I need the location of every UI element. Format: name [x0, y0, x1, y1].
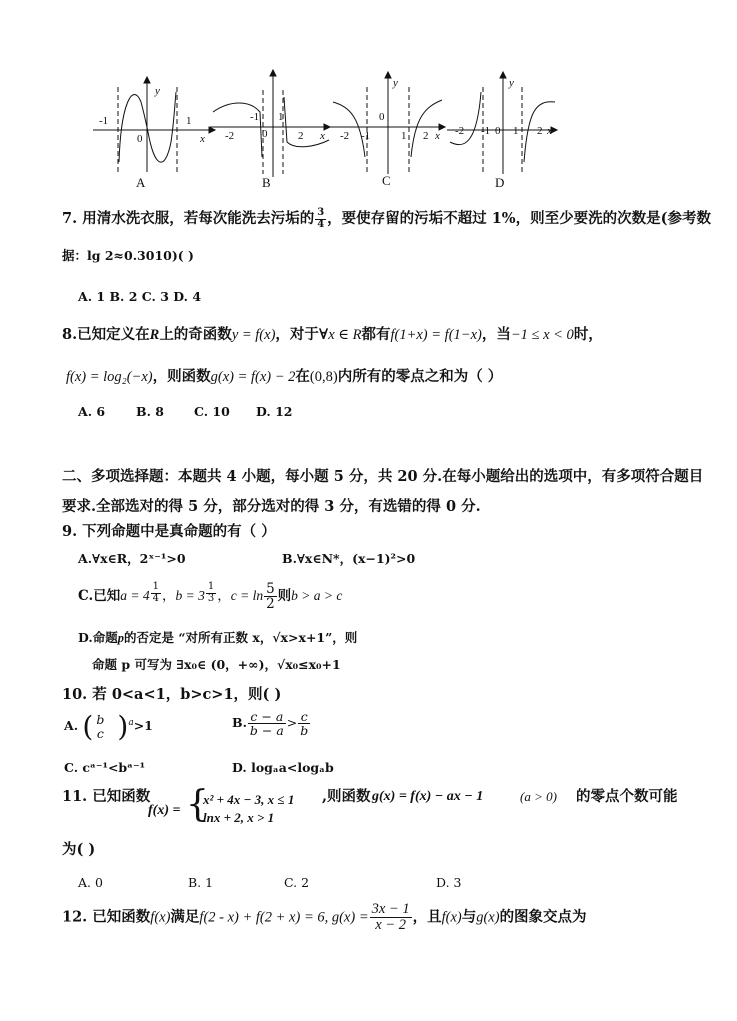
q9-c-b: b = 3 [175, 588, 205, 604]
function-graphs-figure [85, 62, 565, 192]
q10-option-c: C. cᵃ⁻¹<bᵃ⁻¹ [64, 760, 146, 775]
figure-label-a: A [136, 175, 146, 190]
axis-c-x: x [435, 130, 440, 142]
q11-gx: g(x) = f(x) − ax − 1 [372, 789, 484, 804]
q10-a-rel: >1 [133, 718, 153, 733]
tick-a-m1: -1 [99, 115, 109, 127]
q9-c-c-frac: $\frac{5}{2}$ [266, 581, 275, 613]
q10-option-d: D. logₐa<logₐb [232, 760, 334, 775]
q10-b-pre: B. [232, 715, 247, 731]
q7-line1 [62, 207, 711, 230]
q9-c-post: 则 [277, 588, 292, 605]
q8-line2-c: 内所有的零点之和为（ ） [337, 368, 503, 385]
graph-d [447, 72, 557, 174]
tick-c-0: 0 [379, 111, 385, 123]
axis-a-x: x [200, 133, 205, 145]
q9-option-a: A.∀x∈R，2ˣ⁻¹>0 [78, 551, 186, 566]
tick-d-1: 1 [513, 125, 519, 137]
q8-text-f: 时， [573, 326, 603, 343]
q9-option-b: B.∀x∈N*，(x−1)²>0 [282, 551, 416, 566]
q12-fx2: f(x) [441, 909, 462, 926]
graph-b [210, 70, 330, 177]
q10-a-frac: b c [96, 712, 105, 741]
q12-text-c: ，且 [412, 908, 442, 926]
section2-line2: 要求.全部选对的得 5 分，部分选对的得 3 分，有选错的得 0 分. [62, 498, 481, 515]
q11-option-b: B. 1 [188, 875, 214, 890]
q10-a-exp: a [128, 717, 134, 728]
tick-b-2: 2 [298, 130, 304, 142]
q8-text-e: ，当 [481, 326, 511, 343]
q7-text-b: ，要使存留的污垢不超过 1%，则至少要洗的次数是(参考数 [327, 210, 711, 227]
q9-title: 9. 下列命题中是真命题的有（ ） [62, 523, 276, 540]
graph-c [330, 72, 445, 174]
q8-R: R [149, 327, 160, 343]
q8-line2-a: ，则函数 [152, 368, 211, 385]
q9-c-c: c = ln [230, 588, 264, 604]
q12-text-b: 满足 [170, 908, 200, 926]
axis-b-x: x [320, 130, 325, 142]
axis-d-y: y [509, 77, 514, 89]
q11-option-a: A. 0 [78, 875, 103, 890]
q11-case1: x² + 4x − 3, x ≤ 1 [203, 792, 295, 807]
q8-number: 8. [62, 326, 78, 343]
q10-a-pre: A. [64, 718, 79, 733]
tick-c-2: 2 [423, 130, 429, 142]
q8-text-d: 都有 [361, 326, 391, 343]
q12-number: 12. [62, 908, 88, 926]
q9-d-pre: D.命题 [78, 630, 118, 645]
tick-b-m2: -2 [225, 130, 235, 142]
q12-text-e: 的图象交点为 [499, 908, 587, 926]
q11-cond: (a > 0) [520, 789, 557, 804]
q8-option-d: D. 12 [256, 404, 293, 419]
tick-b-1: 1 [278, 111, 284, 123]
q10-b-rfrac: $\frac{c}{b}$ [300, 709, 309, 739]
axis-d-x: x [547, 125, 552, 137]
tick-d-m1: -1 [481, 125, 491, 137]
q8-expr-x: x ∈ R [328, 327, 362, 343]
q8-expr-eq: f(1+x) = f(1−x) [390, 327, 482, 343]
q8-option-a: A. 6 [78, 404, 106, 419]
graph-a [93, 77, 215, 172]
tick-c-m2: -2 [340, 130, 350, 142]
q8-text-a: 已知定义在 [77, 326, 150, 343]
section2-line1: 二、多项选择题：本题共 4 小题，每小题 5 分，共 20 分.在每小题给出的选项中，有多项符合题目 [62, 468, 704, 485]
q11-option-c: C. 2 [284, 875, 310, 890]
q11-brace: { [186, 784, 209, 825]
q12-text-a: 已知函数 [92, 908, 151, 926]
tick-c-1: 1 [401, 130, 407, 142]
q8-options [78, 404, 293, 419]
q11-option-d: D. 3 [436, 875, 462, 890]
q9-option-d-line2: 命题 p 可写为 ∃x₀∈ (0，+∞)，√x₀≤x₀+1 [92, 657, 341, 672]
q12-fx: f(x) [150, 909, 171, 926]
q10-option-b: B. $\frac{c - a}{b - a}$ > $\frac{c}{b}$ [232, 709, 309, 739]
axis-a-y: y [155, 85, 160, 97]
q7-number: 7. [62, 210, 78, 227]
figure-label-c: C [382, 173, 391, 188]
q8-text-c: ，对于∀ [275, 326, 329, 343]
figure-label-b: B [262, 175, 271, 190]
q9-d-text: 的否定是 “对所有正数 x，√x>x+1”，则 [124, 630, 358, 645]
q8-option-c: C. 10 [194, 404, 230, 419]
q8-gx-def: g(x) = f(x) − 2 [210, 369, 296, 385]
q12-gx: g(x) [476, 909, 500, 926]
q7-fraction: $\frac{3}{4}$ [317, 207, 325, 230]
q7-text-a: 用清水洗衣服，若每次能洗去污垢的 [82, 210, 315, 227]
tick-d-0: 0 [495, 125, 501, 137]
q8-option-b: B. 8 [136, 404, 164, 419]
q9-c-a-exp: 1 4 [152, 581, 159, 604]
q11-mid: ,则函数 [322, 788, 371, 805]
q9-d-p: p [117, 631, 124, 645]
q8-line2 [66, 365, 502, 386]
tick-a-1: 1 [186, 115, 192, 127]
q8-expr-y: y = f(x) [231, 327, 276, 343]
tick-a-0: 0 [137, 133, 143, 145]
q12-frac: $\frac{3x - 1}{x - 2}$ [371, 901, 410, 934]
q9-c-a: a = 4 [120, 588, 150, 604]
axis-c-y: y [393, 77, 398, 89]
tick-d-m2: -2 [455, 125, 465, 137]
q11-tail: 的零点个数可能 [576, 788, 678, 805]
q10-title: 10. 若 0<a<1，b>c>1，则( ) [62, 686, 282, 703]
q8-text-b: 上的奇函数 [159, 326, 232, 343]
q12-text-d: 与 [461, 908, 477, 926]
q9-option-c: C.已知a = 4 $^{\frac{1}{4}}$ ，b = 3 $^{\frac{1}{3}}$ ，c = ln $\frac{5}{2}$ 则b > a > c [78, 581, 343, 613]
tick-b-m1: -1 [250, 111, 260, 123]
q8-line2-b: 在 [295, 368, 310, 385]
q8-line1 [62, 323, 603, 344]
tick-d-2: 2 [537, 125, 543, 137]
q9-option-d-line1 [78, 628, 357, 646]
tick-b-0: 0 [262, 128, 268, 140]
q11-title: 11. 已知函数 [62, 788, 151, 805]
q11-case2: lnx + 2, x > 1 [203, 810, 275, 825]
tick-c-m1: -1 [361, 130, 371, 142]
q11-line2: 为( ) [62, 841, 96, 858]
q8-fx-def: f(x) = log₂(−x) [66, 369, 153, 385]
q9-c-b-exp: 1 3 [207, 581, 215, 604]
q8-interval: (0,8) [309, 369, 338, 385]
q7-options: A. 1 B. 2 C. 3 D. 4 [78, 289, 202, 304]
figure-label-d: D [495, 175, 505, 190]
q7-line2: 据：lg 2≈0.3010)( ) [62, 248, 194, 263]
q11-fx: f(x) = [148, 803, 181, 818]
q9-c-pre: C.已知 [78, 588, 121, 605]
q8-expr-range: −1 ≤ x < 0 [510, 327, 574, 343]
q12-eq: f(2 - x) + f(2 + x) = 6, g(x) = [199, 909, 369, 926]
q12-line [62, 902, 587, 933]
q10-option-a: A. ( b c )$^a$>1 [64, 710, 153, 743]
q9-c-rel: b > a > c [291, 588, 343, 604]
q10-b-lfrac: $\frac{c - a}{b - a}$ [249, 709, 284, 739]
